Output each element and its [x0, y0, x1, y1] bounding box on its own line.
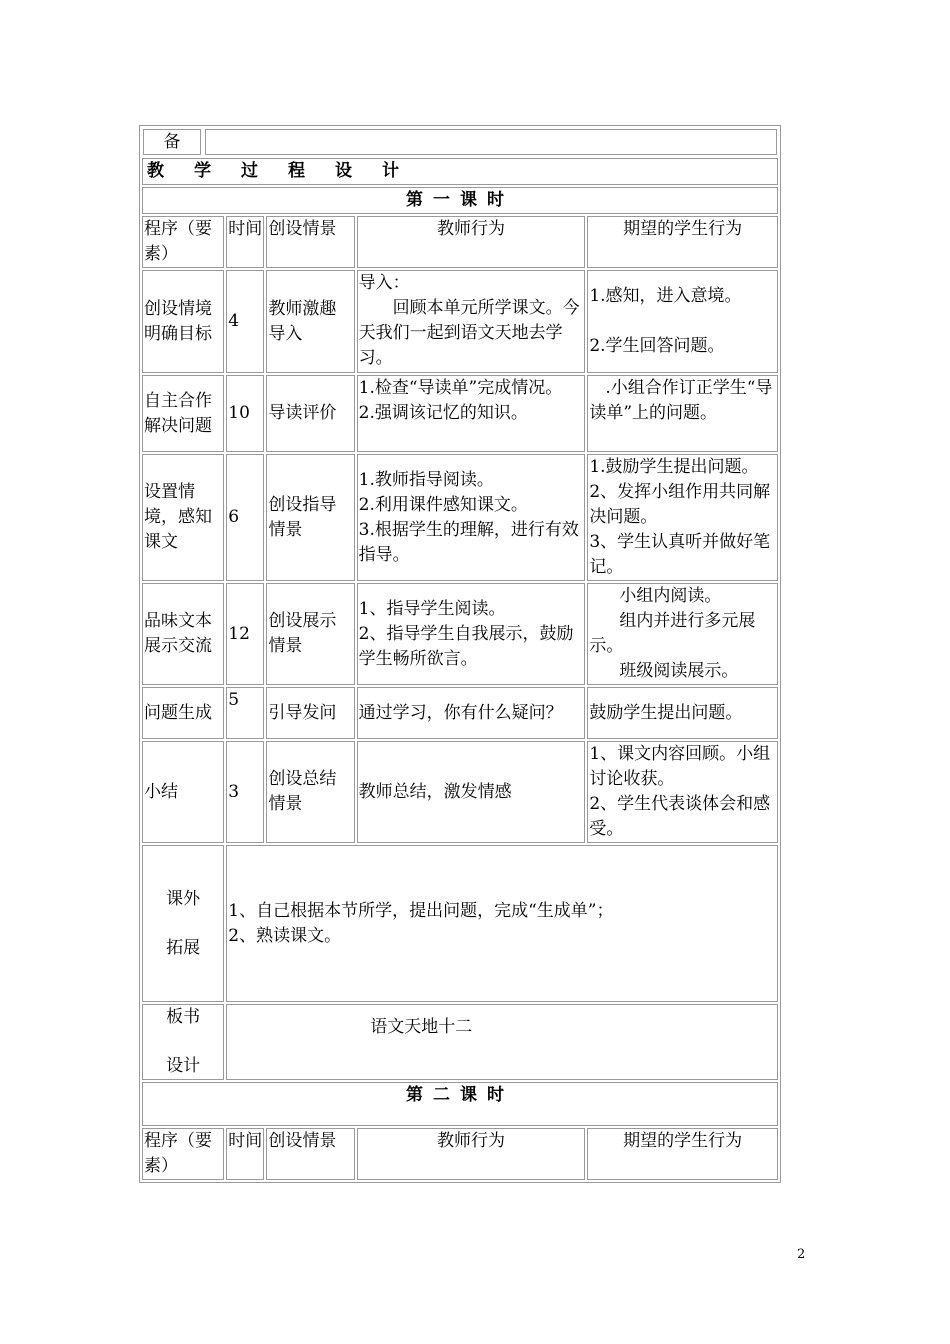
row-student	[587, 270, 778, 373]
row-scene: 创设展示情景	[266, 583, 354, 685]
row-student	[587, 583, 778, 685]
teacher-line: 教师总结，激发情感	[358, 781, 512, 802]
extension-content	[226, 845, 778, 1002]
row-seq: 设置情境，感知课文	[142, 454, 224, 581]
row-time: 4	[226, 270, 264, 373]
row-student	[587, 687, 778, 739]
teacher-line: 1.检查“导读单”完成情况。	[358, 378, 563, 398]
row-teacher	[357, 583, 586, 685]
extension-label-2: 拓展	[166, 937, 201, 958]
table-row	[142, 741, 778, 843]
board-label-1: 板书	[166, 1007, 201, 1027]
header-scene: 创设情景	[266, 1128, 354, 1180]
student-line: 3、学生认真听并做好笔记。	[589, 532, 771, 577]
row-seq: 品味文本展示交流	[142, 583, 224, 685]
bei-label: 备	[143, 129, 201, 155]
table-row	[142, 375, 778, 452]
row-time: 10	[226, 375, 264, 452]
table-row	[142, 270, 778, 373]
process-title-row	[142, 158, 778, 185]
extension-item: 2、熟读课文。	[228, 925, 342, 946]
extension-row	[142, 845, 778, 1002]
extension-label-1: 课外	[166, 888, 201, 909]
header-seq: 程序（要素）	[142, 216, 224, 268]
row-time: 5	[226, 687, 264, 739]
board-label-2: 设计	[166, 1056, 201, 1076]
student-line: 2.学生回答问题。	[589, 336, 725, 356]
student-line: 2、发挥小组作用共同解决问题。	[589, 482, 771, 527]
lesson1-title-row	[142, 187, 778, 214]
row-seq: 问题生成	[142, 687, 224, 739]
row-student	[587, 375, 778, 452]
teacher-line: 导入：	[358, 273, 410, 293]
lesson2-title: 第二课时	[142, 1082, 778, 1126]
row-scene: 教师激趣导入	[266, 270, 354, 373]
page-number: 2	[797, 1247, 806, 1262]
extension-item: 1、自己根据本节所学，提出问题，完成“生成单”；	[228, 900, 614, 921]
student-line: .小组合作订正学生“导读单”上的问题。	[589, 378, 773, 423]
process-title: 教学过程设计	[142, 158, 778, 185]
student-line: 班级阅读展示。	[619, 661, 739, 681]
teacher-line: 2.利用课件感知课文。	[358, 494, 528, 515]
student-line: 1、课文内容回顾。小组讨论收获。	[589, 744, 771, 789]
board-row	[142, 1004, 778, 1080]
board-content: 语文天地十二	[370, 1017, 473, 1037]
teacher-line: 3.根据学生的理解，进行有效指导。	[358, 519, 579, 565]
row-seq: 自主合作解决问题	[142, 375, 224, 452]
row-scene: 导读评价	[266, 375, 354, 452]
teacher-line: 1.教师指导阅读。	[358, 469, 494, 490]
student-line: 1.鼓励学生提出问题。	[589, 457, 759, 477]
student-line: 鼓励学生提出问题。	[589, 702, 743, 723]
header-time: 时间	[226, 1128, 264, 1180]
row-student	[587, 454, 778, 581]
table-row	[142, 454, 778, 581]
student-line: 组内并进行多元展示。	[589, 611, 756, 656]
extension-label	[142, 845, 224, 1002]
table-row	[142, 687, 778, 739]
lesson2-title-row	[142, 1082, 778, 1126]
row-time: 3	[226, 741, 264, 843]
teacher-line: 1、指导学生阅读。	[358, 598, 506, 619]
header-teacher: 教师行为	[357, 1128, 586, 1180]
row-seq: 创设情境明确目标	[142, 270, 224, 373]
row-scene: 引导发问	[266, 687, 354, 739]
teacher-line: 回顾本单元所学课文。今天我们一起到语文天地去学习。	[358, 298, 580, 368]
row-teacher	[357, 687, 586, 739]
teacher-line: 通过学习，你有什么疑问？	[358, 702, 563, 723]
header-student: 期望的学生行为	[587, 216, 778, 268]
bei-row	[142, 128, 778, 156]
row-student	[587, 741, 778, 843]
row-teacher	[357, 454, 586, 581]
header-row-2	[142, 1128, 778, 1180]
lesson1-title: 第一课时	[142, 187, 778, 214]
teacher-line: 2.强调该记忆的知识。	[358, 403, 528, 423]
student-line: 2、学生代表谈体会和感受。	[589, 794, 771, 839]
row-teacher	[357, 741, 586, 843]
lesson-plan-table	[139, 125, 781, 1183]
row-time: 6	[226, 454, 264, 581]
header-teacher: 教师行为	[357, 216, 586, 268]
board-content-cell	[226, 1004, 778, 1080]
table-row	[142, 583, 778, 685]
student-line: 小组内阅读。	[619, 586, 722, 606]
bei-content	[205, 129, 777, 155]
row-scene: 创设总结情景	[266, 741, 354, 843]
header-row-1	[142, 216, 778, 268]
row-scene: 创设指导情景	[266, 454, 354, 581]
header-scene: 创设情景	[266, 216, 354, 268]
row-seq: 小结	[142, 741, 224, 843]
row-teacher	[357, 270, 586, 373]
row-time: 12	[226, 583, 264, 685]
board-label	[142, 1004, 224, 1080]
teacher-line: 2、指导学生自我展示，鼓励学生畅所欲言。	[358, 623, 574, 669]
header-time: 时间	[226, 216, 264, 268]
header-student: 期望的学生行为	[587, 1128, 778, 1180]
student-line: 1.感知，进入意境。	[589, 286, 742, 306]
header-seq: 程序（要素）	[142, 1128, 224, 1180]
row-teacher	[357, 375, 586, 452]
